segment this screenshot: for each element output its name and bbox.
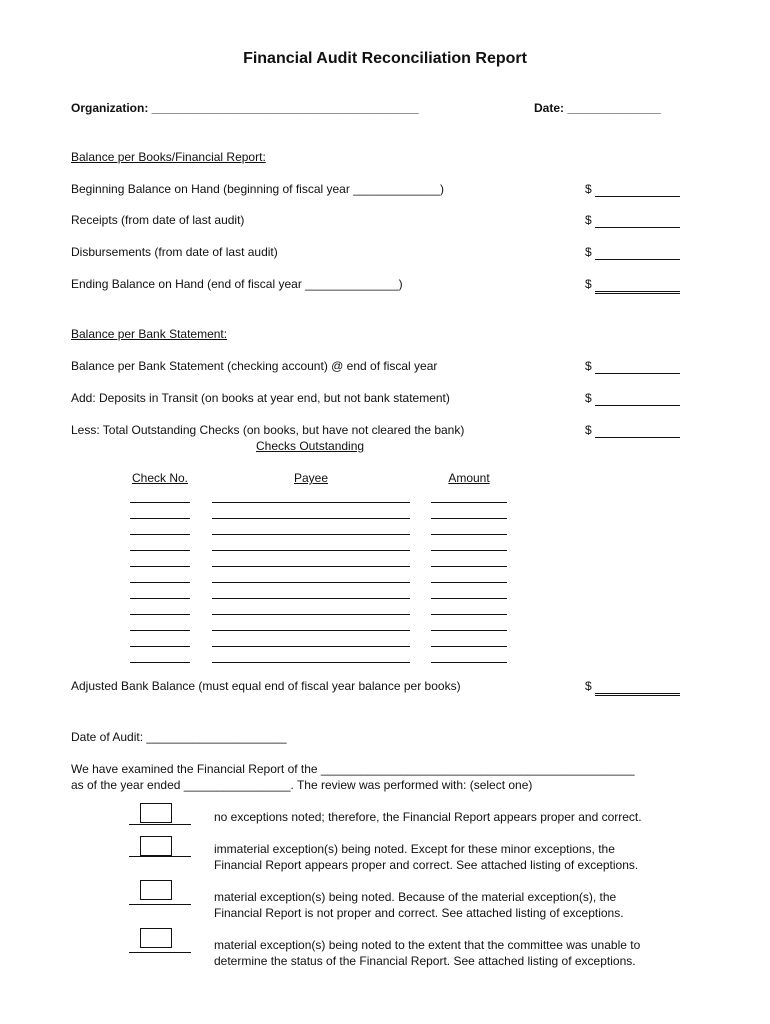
check-no-blank[interactable] (130, 550, 190, 551)
option-text: determine the status of the Financial Report. See attached listing of exceptions. (214, 954, 636, 968)
outstanding-label: Less: Total Outstanding Checks (on books, but have not cleared the bank) (71, 423, 465, 437)
amount-blank[interactable] (431, 518, 507, 519)
bank-heading: Balance per Bank Statement: (71, 327, 228, 341)
amount-header: Amount (448, 471, 490, 485)
payee-blank[interactable] (212, 662, 410, 663)
check-no-blank[interactable] (130, 582, 190, 583)
option-text: no exceptions noted; therefore, the Financial Report appears proper and correct. (214, 810, 642, 824)
option-text: Financial Report is not proper and correct. See attached listing of exceptions. (214, 906, 624, 920)
ending-balance-field[interactable] (595, 291, 680, 294)
adjusted-balance-field[interactable] (595, 693, 680, 696)
option-checkbox[interactable] (140, 928, 172, 948)
check-no-header: Check No. (131, 471, 189, 485)
payee-blank[interactable] (212, 630, 410, 631)
page-title: Financial Audit Reconciliation Report (243, 50, 527, 67)
option-text: material exception(s) being noted. Because of the material exception(s), the (214, 890, 617, 904)
option-underline (129, 904, 191, 905)
deposits-label: Add: Deposits in Transit (on books at year end, but not bank statement) (71, 391, 450, 405)
option-text: Financial Report appears proper and correct. See attached listing of exceptions. (214, 858, 639, 872)
amount-blank[interactable] (431, 502, 507, 503)
payee-blank[interactable] (212, 598, 410, 599)
check-no-blank[interactable] (130, 566, 190, 567)
date-of-audit-field[interactable]: Date of Audit: _____________________ (71, 730, 287, 744)
organization-field[interactable]: Organization: ________________________________________ (71, 101, 419, 115)
payee-blank[interactable] (212, 550, 410, 551)
amount-blank[interactable] (431, 582, 507, 583)
check-no-blank[interactable] (130, 614, 190, 615)
payee-blank[interactable] (212, 646, 410, 647)
dollar-sign: $ (585, 359, 592, 373)
deposits-field[interactable] (595, 405, 680, 406)
dollar-sign: $ (585, 182, 592, 196)
amount-blank[interactable] (431, 550, 507, 551)
dollar-sign: $ (585, 391, 592, 405)
bank-statement-field[interactable] (595, 373, 680, 374)
option-underline (129, 952, 191, 953)
amount-blank[interactable] (431, 598, 507, 599)
check-no-blank[interactable] (130, 518, 190, 519)
check-no-blank[interactable] (130, 502, 190, 503)
examined-line-2[interactable]: as of the year ended ________________. The review was performed with: (select one) (71, 778, 533, 792)
check-no-blank[interactable] (130, 598, 190, 599)
beginning-balance-label: Beginning Balance on Hand (beginning of fiscal year _____________) (71, 182, 444, 196)
payee-header: Payee (293, 471, 329, 485)
amount-blank[interactable] (431, 566, 507, 567)
payee-blank[interactable] (212, 518, 410, 519)
payee-blank[interactable] (212, 566, 410, 567)
dollar-sign: $ (585, 679, 592, 693)
dollar-sign: $ (585, 277, 592, 291)
check-no-blank[interactable] (130, 534, 190, 535)
option-checkbox[interactable] (140, 836, 172, 856)
option-text: material exception(s) being noted to the extent that the committee was unable to (214, 938, 641, 952)
beginning-balance-field[interactable] (595, 196, 680, 197)
option-text: immaterial exception(s) being noted. Except for these minor exceptions, the (214, 842, 615, 856)
outstanding-field[interactable] (595, 437, 680, 438)
adjusted-balance-label: Adjusted Bank Balance (must equal end of fiscal year balance per books) (71, 679, 461, 693)
payee-blank[interactable] (212, 614, 410, 615)
check-no-blank[interactable] (130, 630, 190, 631)
check-no-blank[interactable] (130, 646, 190, 647)
dollar-sign: $ (585, 213, 592, 227)
disbursements-label: Disbursements (from date of last audit) (71, 245, 278, 259)
ending-balance-label: Ending Balance on Hand (end of fiscal year ______________) (71, 277, 403, 291)
check-no-blank[interactable] (130, 662, 190, 663)
payee-blank[interactable] (212, 582, 410, 583)
option-underline (129, 824, 191, 825)
amount-blank[interactable] (431, 614, 507, 615)
option-underline (129, 856, 191, 857)
bank-statement-label: Balance per Bank Statement (checking account) @ end of fiscal year (71, 359, 438, 373)
option-checkbox[interactable] (140, 880, 172, 900)
disbursements-field[interactable] (595, 259, 680, 260)
receipts-field[interactable] (595, 227, 680, 228)
examined-line-1[interactable]: We have examined the Financial Report of the _______________________________________________ (71, 762, 635, 776)
date-field[interactable]: Date: ______________ (534, 101, 661, 115)
dollar-sign: $ (585, 423, 592, 437)
payee-blank[interactable] (212, 534, 410, 535)
amount-blank[interactable] (431, 534, 507, 535)
amount-blank[interactable] (431, 630, 507, 631)
receipts-label: Receipts (from date of last audit) (71, 213, 245, 227)
dollar-sign: $ (585, 245, 592, 259)
option-checkbox[interactable] (140, 803, 172, 823)
amount-blank[interactable] (431, 646, 507, 647)
payee-blank[interactable] (212, 502, 410, 503)
checks-outstanding-heading: Checks Outstanding (256, 439, 365, 453)
amount-blank[interactable] (431, 662, 507, 663)
books-heading: Balance per Books/Financial Report: (71, 150, 266, 164)
